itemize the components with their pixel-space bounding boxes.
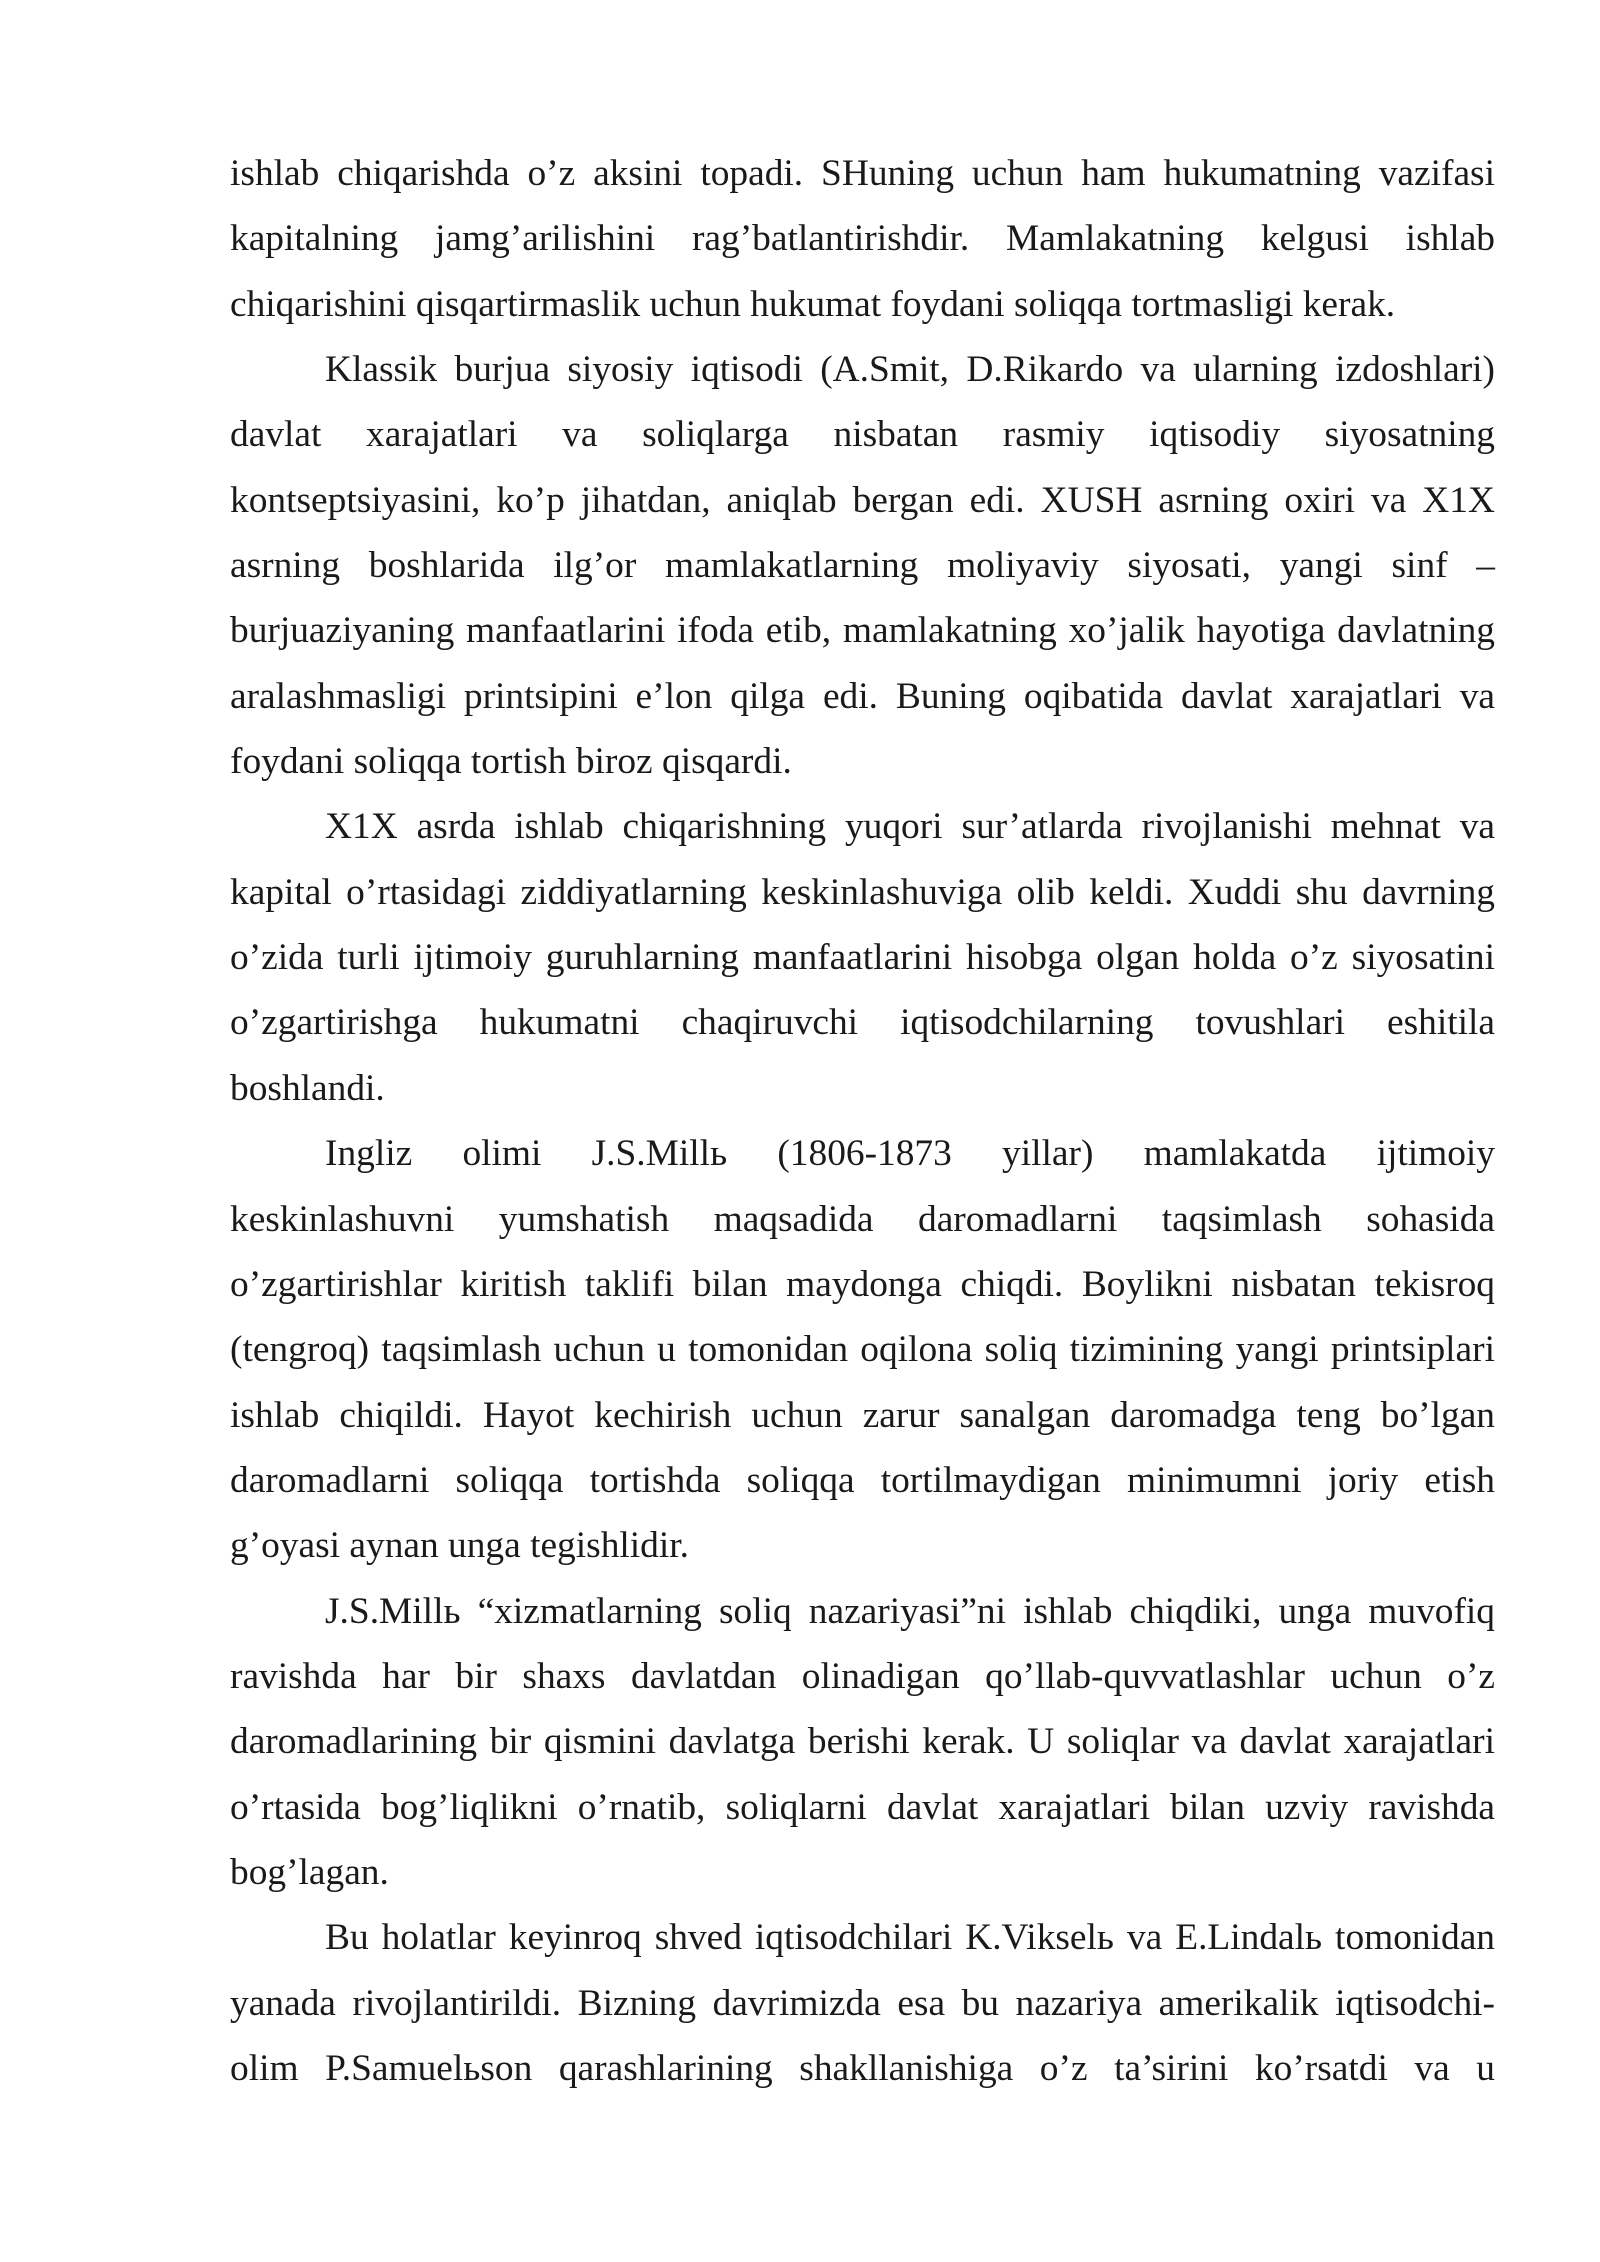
paragraph-line: Klassik burjua siyosiy iqtisodi (A.Smit, D.Rikardo va ularning izdoshlari): [325, 349, 1495, 391]
paragraph-line: davlat xarajatlari va soliqlarga nisbatan rasmiy iqtisodiy siyosatning: [230, 414, 1495, 456]
paragraph-line: o’rtasida bog’liqlikni o’rnatib, soliqlarni davlat xarajatlari bilan uzviy ravishda: [230, 1786, 1495, 1828]
paragraph-line: ishlab chiqildi. Hayot kechirish uchun zarur sanalgan daromadga teng bo’lgan: [230, 1394, 1495, 1436]
paragraph: [230, 1121, 1495, 1578]
paragraph-line: foydani soliqqa tortish biroz qisqardi.: [230, 741, 792, 783]
paragraph-line: keskinlashuvni yumshatish maqsadida daromadlarni taqsimlash sohasida: [230, 1198, 1495, 1240]
paragraph-line: kapital o’rtasidagi ziddiyatlarning keskinlashuviga olib keldi. Xuddi shu davrning: [230, 871, 1495, 913]
paragraph-line: o’zida turli ijtimoiy guruhlarning manfaatlarini hisobga olgan holda o’z siyosatini: [230, 937, 1495, 979]
paragraph-line: o’zgartirishlar kiritish taklifi bilan maydonga chiqdi. Boylikni nisbatan tekisroq: [230, 1263, 1495, 1305]
paragraph: [230, 1579, 1495, 1906]
paragraph-line: Ingliz olimi J.S.Millь (1806-1873 yillar) mamlakatda ijtimoiy: [325, 1133, 1495, 1175]
paragraph-line: chiqarishini qisqartirmaslik uchun hukumat foydani soliqqa tortmasligi kerak.: [230, 283, 1396, 325]
paragraph-line: kapitalning jamg’arilishini rag’batlantirishdir. Mamlakatning kelgusi ishlab: [230, 218, 1495, 260]
paragraph: [230, 794, 1495, 1121]
paragraph-line: aralashmasligi printsipini e’lon qilga edi. Buning oqibatida davlat xarajatlari va: [230, 675, 1495, 717]
paragraph-line: bog’lagan.: [230, 1851, 389, 1893]
paragraph-line: daromadlarni soliqqa tortishda soliqqa tortilmaydigan minimumni joriy etish: [230, 1459, 1495, 1501]
paragraph-line: X1X asrda ishlab chiqarishning yuqori sur’atlarda rivojlanishi mehnat va: [325, 806, 1495, 848]
body-text: [230, 141, 1495, 2101]
paragraph-line: ravishda har bir shaxs davlatdan olinadigan qo’llab-quvvatlashlar uchun o’z: [230, 1655, 1495, 1697]
paragraph-line: g’oyasi aynan unga tegishlidir.: [230, 1525, 689, 1567]
paragraph-line: burjuaziyaning manfaatlarini ifoda etib, mamlakatning xo’jalik hayotiga davlatning: [230, 610, 1495, 652]
paragraph-line: ishlab chiqarishda o’z aksini topadi. SHuning uchun ham hukumatning vazifasi: [230, 153, 1495, 194]
paragraph-line: boshlandi.: [230, 1067, 385, 1109]
paragraph-line: olim P.Samuelьson qarashlarining shakllanishiga o’z ta’sirini ko’rsatdi va u: [230, 2047, 1495, 2089]
paragraph-line: (tengroq) taqsimlash uchun u tomonidan oqilona soliq tizimining yangi printsiplari: [230, 1329, 1495, 1371]
paragraph-line: kontseptsiyasini, ko’p jihatdan, aniqlab bergan edi. XUSH asrning oxiri va X1X: [230, 479, 1495, 521]
paragraph-line: Bu holatlar keyinroq shved iqtisodchilari K.Vikselь va E.Lindalь tomonidan: [325, 1917, 1495, 1959]
paragraph-line: asrning boshlarida ilg’or mamlakatlarning moliyaviy siyosati, yangi sinf –: [230, 545, 1495, 587]
paragraph-line: yanada rivojlantirildi. Bizning davrimizda esa bu nazariya amerikalik iqtisodchi-: [230, 1982, 1495, 2024]
paragraph: [230, 337, 1495, 794]
paragraph-line: o’zgartirishga hukumatni chaqiruvchi iqtisodchilarning tovushlari eshitila: [230, 1002, 1495, 1044]
paragraph-line: daromadlarining bir qismini davlatga berishi kerak. U soliqlar va davlat xarajatlari: [230, 1721, 1495, 1763]
paragraph: [230, 141, 1495, 337]
paragraph: [230, 1905, 1495, 2101]
paragraph-line: J.S.Millь “xizmatlarning soliq nazariyasi”ni ishlab chiqdiki, unga muvofiq: [325, 1590, 1495, 1632]
